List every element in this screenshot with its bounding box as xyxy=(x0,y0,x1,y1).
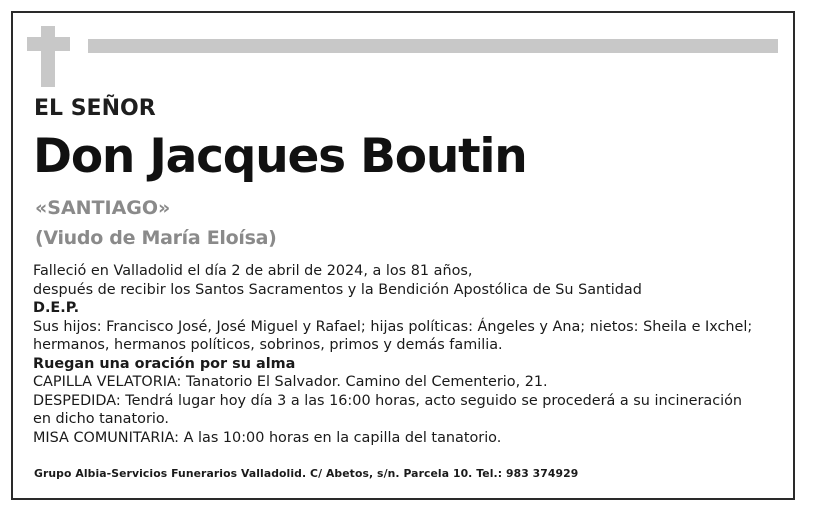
mass-info: MISA COMUNITARIA: A las 10:00 horas en la capilla del tanatorio. xyxy=(33,429,502,446)
farewell-line-2: en dicho tanatorio. xyxy=(33,411,169,427)
deceased-name: Don Jacques Boutin xyxy=(33,129,527,184)
widow-of: (Viudo de María Eloísa) xyxy=(35,227,277,249)
rip-label: D.E.P. xyxy=(33,300,80,316)
cross-icon-horizontal xyxy=(27,37,70,51)
chapel-info: CAPILLA VELATORIA: Tanatorio El Salvador. Camino del Cementerio, 21. xyxy=(33,374,548,390)
farewell-line-1: DESPEDIDA: Tendrá lugar hoy día 3 a las 16:00 horas, acto seguido se procederá a su incineración xyxy=(33,392,743,409)
obituary-body xyxy=(33,262,783,447)
death-line-1: Falleció en Valladolid el día 2 de abril de 2024, a los 81 años, xyxy=(33,263,473,279)
cross-icon-vertical xyxy=(41,26,55,87)
header-rule xyxy=(88,39,778,53)
nickname: «SANTIAGO» xyxy=(35,197,171,219)
family-line-1: Sus hijos: Francisco José, José Miguel y Rafael; hijas políticas: Ángeles y Ana; nietos: Sheila e Ixchel; xyxy=(33,318,753,335)
death-line-2: después de recibir los Santos Sacramentos y la Bendición Apostólica de Su Santidad xyxy=(33,281,642,298)
prayer-request: Ruegan una oración por su alma xyxy=(33,355,296,372)
funeral-home-footer: Grupo Albia-Servicios Funerarios Valladolid. C/ Abetos, s/n. Parcela 10. Tel.: 983 374929 xyxy=(34,467,579,480)
family-line-2: hermanos, hermanos políticos, sobrinos, primos y demás familia. xyxy=(33,337,503,353)
honorific: EL SEÑOR xyxy=(34,96,156,121)
